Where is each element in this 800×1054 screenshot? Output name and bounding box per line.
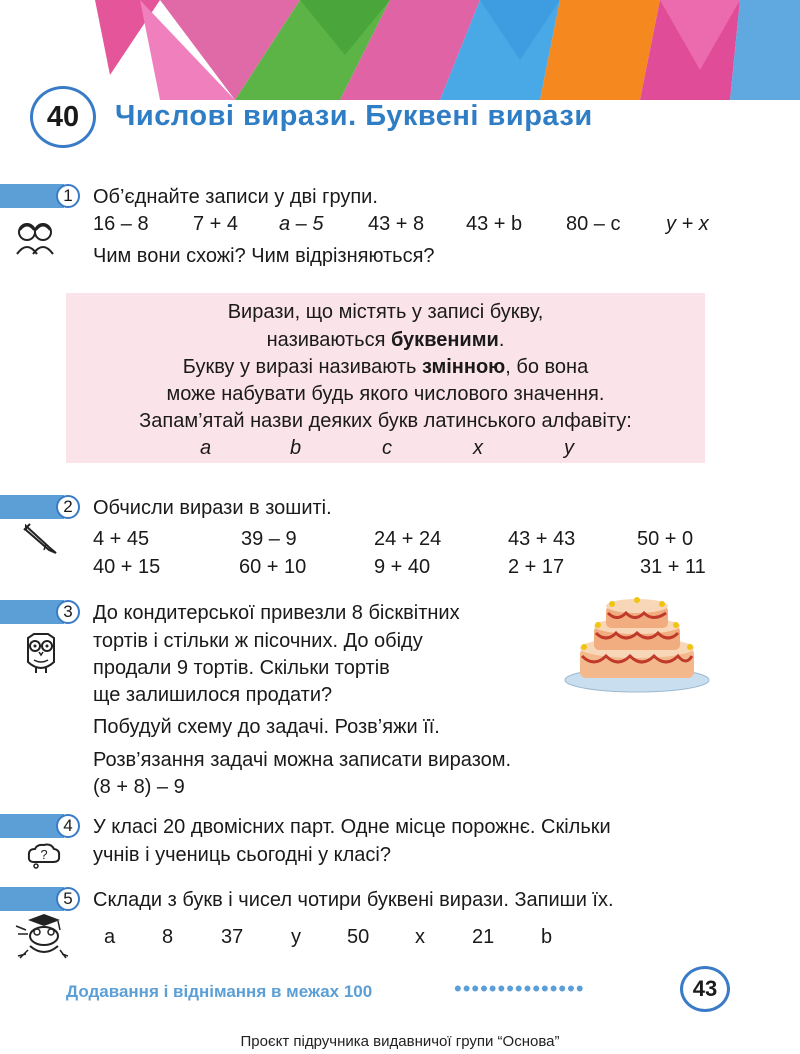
rule-box xyxy=(66,293,705,463)
svg-text:?: ? xyxy=(40,847,48,862)
task-2-number xyxy=(56,495,80,519)
task-1-expr-2: 7 + 4 xyxy=(193,213,239,235)
task-1-expr-7: y + x xyxy=(666,213,709,235)
task-1-bar xyxy=(0,184,64,208)
frog-scholar-icon xyxy=(14,912,68,964)
rule-term-letter-expressions: буквеними xyxy=(390,329,499,351)
task-2-r1-c2: 39 – 9 xyxy=(241,528,297,550)
task-3-line-4: ще залишилося продати? xyxy=(93,684,333,706)
task-5-item-1: a xyxy=(104,926,116,948)
task-5-item-7: 21 xyxy=(472,926,495,948)
rule-line-5: Запам’ятай назви деяких букв латинського алфавіту: xyxy=(139,410,632,432)
task-5-instruction: Склади з букв і чисел чотири буквені вирази. Запиши їх. xyxy=(93,889,614,911)
task-5-item-2: 8 xyxy=(162,926,174,948)
latin-letter-c: c xyxy=(382,437,392,459)
page-number: 43 xyxy=(692,976,718,1001)
task-5-item-6: x xyxy=(415,926,425,948)
task-2-instruction: Обчисли вирази в зошиті. xyxy=(93,497,332,519)
task-3-line-2: тортів і стільки ж пісочних. До обіду xyxy=(93,630,423,652)
publisher-credit: Проєкт підручника видавничої групи “Основа” xyxy=(240,1033,560,1050)
task-1-expr-5: 43 + b xyxy=(466,213,523,235)
rule-term-variable: змінною xyxy=(422,356,506,378)
task-3-line-5: Побудуй схему до задачі. Розв’яжи її. xyxy=(93,716,440,738)
task-2-r1-c3: 24 + 24 xyxy=(374,528,442,550)
cake-illustration xyxy=(562,596,712,696)
task-4-bar xyxy=(0,814,64,838)
task-5-item-4: y xyxy=(291,926,301,948)
task-1-expr-4: 43 + 8 xyxy=(368,213,425,235)
task-1-instruction: Об’єднайте записи у дві групи. xyxy=(93,186,378,208)
task-3-expression: (8 + 8) – 9 xyxy=(93,776,185,798)
owl-icon xyxy=(24,630,58,674)
task-2-r2-c5: 31 + 11 xyxy=(640,556,706,578)
rule-line-3: Букву у виразі називають змінною, бо вона xyxy=(182,356,589,378)
task-1-expr-1: 16 – 8 xyxy=(93,213,149,235)
task-2-r1-c4: 43 + 43 xyxy=(508,528,576,550)
latin-letter-x: x xyxy=(473,437,483,459)
page-number-badge xyxy=(680,966,730,1012)
task-2-bar xyxy=(0,495,64,519)
rule-line-2: називаються буквеними. xyxy=(266,329,505,351)
lesson-number: 40 xyxy=(46,100,80,133)
section-title: Додавання і віднімання в межах 100 xyxy=(66,982,373,1001)
rule-line-1: Вирази, що містять у записі букву, xyxy=(227,301,544,323)
task-5-number xyxy=(56,887,80,911)
task-4-number xyxy=(56,814,80,838)
task-5-number-text: 5 xyxy=(63,889,73,908)
task-5-bar xyxy=(0,887,64,911)
task-3-line-3: продали 9 тортів. Скільки тортів xyxy=(93,657,390,679)
task-3-number xyxy=(56,600,80,624)
task-4-line-1: У класі 20 двомісних парт. Одне місце порожнє. Скільки xyxy=(93,816,611,838)
task-3-line-1: До кондитерської привезли 8 бісквітних xyxy=(93,602,460,624)
task-1-question: Чим вони схожі? Чим відрізняються? xyxy=(93,245,435,267)
task-2-r1-c5: 50 + 0 xyxy=(637,528,694,550)
latin-letter-a: a xyxy=(200,437,212,459)
task-2-number-text: 2 xyxy=(63,497,73,516)
lesson-number-badge xyxy=(30,86,96,148)
task-1-number-text: 1 xyxy=(63,186,73,205)
rule-line-4: може набувати будь якого числового значення. xyxy=(166,383,605,405)
task-2-r1-c1: 4 + 45 xyxy=(93,528,150,550)
task-1-expr-6: 80 – c xyxy=(566,213,621,235)
task-4-number-text: 4 xyxy=(63,816,73,835)
task-5-item-3: 37 xyxy=(221,926,244,948)
task-2-r2-c1: 40 + 15 xyxy=(93,556,161,578)
pair-work-icon xyxy=(14,218,56,258)
lesson-title: Числові вирази. Буквені вирази xyxy=(115,100,593,132)
task-2-r2-c4: 2 + 17 xyxy=(508,556,565,578)
task-1-number xyxy=(56,184,80,208)
task-5-item-5: 50 xyxy=(347,926,370,948)
latin-letter-b: b xyxy=(290,437,302,459)
task-4-line-2: учнів і учениць сьогодні у класі? xyxy=(93,844,391,866)
task-1-expr-3: a – 5 xyxy=(279,213,324,235)
task-3-line-6: Розв’язання задачі можна записати виразом. xyxy=(93,749,512,771)
task-3-bar xyxy=(0,600,64,624)
pencil-icon xyxy=(22,522,60,556)
task-5-item-8: b xyxy=(541,926,553,948)
footer-dots: ••••••••••••••• xyxy=(454,976,585,1001)
thinking-cloud-icon xyxy=(26,842,62,870)
task-2-r2-c3: 9 + 40 xyxy=(374,556,431,578)
task-2-r2-c2: 60 + 10 xyxy=(239,556,307,578)
task-3-number-text: 3 xyxy=(63,602,73,621)
latin-letter-y: y xyxy=(564,437,574,459)
